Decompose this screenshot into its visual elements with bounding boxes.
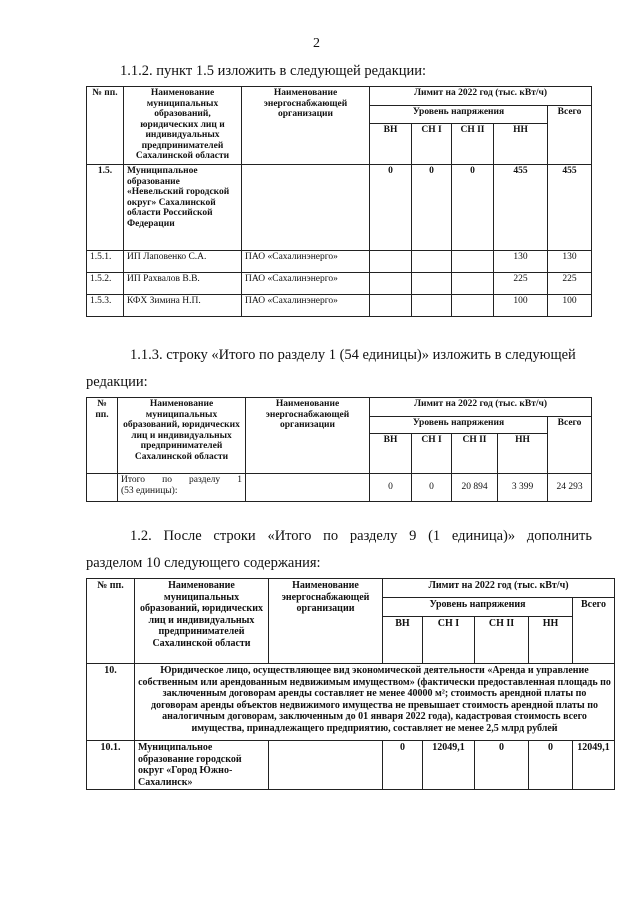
cell-sn1: 12049,1 bbox=[423, 741, 475, 790]
header-num: № пп. bbox=[87, 398, 118, 474]
cell-total: 24 293 bbox=[548, 474, 592, 502]
header-sn2: СН II bbox=[452, 434, 498, 474]
cell-sn2: 0 bbox=[475, 741, 529, 790]
cell-vn: 0 bbox=[370, 165, 412, 251]
cell-vn: 0 bbox=[383, 741, 423, 790]
section1-heading: 1.1.2. пункт 1.5 изложить в следующей редакции: bbox=[120, 63, 427, 79]
header-sn2: СН II bbox=[452, 124, 494, 165]
header-org: Наименование энергоснабжающей организации bbox=[242, 87, 370, 165]
cell-nn: 455 bbox=[494, 165, 548, 251]
header-nn: НН bbox=[529, 617, 573, 664]
table-section3 bbox=[86, 578, 615, 790]
cell-num: 10.1. bbox=[87, 741, 135, 790]
cell-org: ПАО «Сахалинэнерго» bbox=[242, 251, 370, 273]
table-row bbox=[87, 295, 592, 317]
header-sn2: СН II bbox=[475, 617, 529, 664]
section3-heading-line2: разделом 10 следующего содержания: bbox=[86, 555, 321, 571]
table-row bbox=[87, 273, 592, 295]
cell-nn: 225 bbox=[494, 273, 548, 295]
cell-org bbox=[269, 741, 383, 790]
cell-name: ИП Рахвалов В.В. bbox=[124, 273, 242, 295]
section2-heading-line1: 1.1.3. строку «Итого по разделу 1 (54 единицы)» изложить в следующей bbox=[130, 347, 576, 363]
header-municipal: Наименование муниципальных образований, юридических лиц и индивидуальных предпринимателей Сахалинской области bbox=[124, 87, 242, 165]
cell-sn2: 0 bbox=[452, 165, 494, 251]
header-municipal: Наименование муниципальных образований, юридических лиц и индивидуальных предпринимателей Сахалинской области bbox=[135, 579, 269, 664]
table-row bbox=[87, 165, 592, 251]
cell-name: Муниципальное образование «Невельский городской округ» Сахалинской области Российской Федерации bbox=[124, 165, 242, 251]
cell-total: 12049,1 bbox=[573, 741, 615, 790]
cell-sn2: 20 894 bbox=[452, 474, 498, 502]
table-row bbox=[87, 251, 592, 273]
cell-name bbox=[118, 474, 246, 502]
header-limit: Лимит на 2022 год (тыс. кВт/ч) bbox=[383, 579, 615, 598]
cell-sn1: 0 bbox=[412, 165, 452, 251]
header-nn: НН bbox=[498, 434, 548, 474]
cell-name-line1: Итого по разделу 1 bbox=[121, 475, 242, 485]
page-number: 2 bbox=[313, 36, 320, 51]
cell-total: 100 bbox=[548, 295, 592, 317]
header-municipal: Наименование муниципальных образований, юридических лиц и индивидуальных предпринимателей Сахалинской области bbox=[118, 398, 246, 474]
cell-sn2 bbox=[452, 251, 494, 273]
cell-name-line2: (53 единицы): bbox=[121, 485, 178, 496]
header-vn: ВН bbox=[383, 617, 423, 664]
cell-vn bbox=[370, 251, 412, 273]
cell-num bbox=[87, 474, 118, 502]
cell-nn: 130 bbox=[494, 251, 548, 273]
section2-heading-line2: редакции: bbox=[86, 374, 148, 390]
header-voltage: Уровень напряжения bbox=[370, 106, 548, 124]
header-sn1: СН I bbox=[412, 124, 452, 165]
cell-num: 1.5.3. bbox=[87, 295, 124, 317]
cell-org: ПАО «Сахалинэнерго» bbox=[242, 295, 370, 317]
header-num: № пп. bbox=[87, 579, 135, 664]
cell-vn bbox=[370, 273, 412, 295]
cell-sn1 bbox=[412, 251, 452, 273]
cell-num: 1.5.1. bbox=[87, 251, 124, 273]
header-total: Всего bbox=[573, 598, 615, 664]
cell-org bbox=[246, 474, 370, 502]
cell-total: 225 bbox=[548, 273, 592, 295]
header-num: № пп. bbox=[87, 87, 124, 165]
header-org: Наименование энергоснабжающей организации bbox=[269, 579, 383, 664]
header-vn: ВН bbox=[370, 434, 412, 474]
cell-name: ИП Лаповенко С.А. bbox=[124, 251, 242, 273]
header-limit: Лимит на 2022 год (тыс. кВт/ч) bbox=[370, 398, 592, 417]
cell-num: 1.5. bbox=[87, 165, 124, 251]
cell-total: 130 bbox=[548, 251, 592, 273]
header-org: Наименование энергоснабжающей организации bbox=[246, 398, 370, 474]
header-nn: НН bbox=[494, 124, 548, 165]
table-section1 bbox=[86, 86, 592, 317]
section10-description: Юридическое лицо, осуществляющее вид экономической деятельности «Аренда и управление собственным или арендованным недвижимым имуществом» (фактически предоставленная площадь по заключенным договорам аренды составляет не менее 40000 м²; стоимость арендной платы по договорам аренды объектов недвижимого имущества не превышает стоимость арендной платы по аналогичным договорам, заключенным до 01 января 2022 года), кадастровая стоимость всего имущества, принадлежащего предприятию, составляет не менее 2,5 млрд рублей bbox=[135, 664, 615, 741]
cell-nn: 0 bbox=[529, 741, 573, 790]
cell-vn bbox=[370, 295, 412, 317]
cell-sn1 bbox=[412, 273, 452, 295]
table-section2 bbox=[86, 397, 592, 502]
table-row bbox=[87, 664, 615, 741]
cell-sn2 bbox=[452, 273, 494, 295]
header-vn: ВН bbox=[370, 124, 412, 165]
table-row bbox=[87, 474, 592, 502]
header-voltage: Уровень напряжения bbox=[370, 417, 548, 434]
section3-heading-line1: 1.2. После строки «Итого по разделу 9 (1 единица)» дополнить bbox=[130, 528, 592, 544]
cell-sn1 bbox=[412, 295, 452, 317]
cell-name: Муниципальное образование городской округ «Город Южно-Сахалинск» bbox=[135, 741, 269, 790]
table-row bbox=[87, 741, 615, 790]
header-total: Всего bbox=[548, 106, 592, 165]
header-limit: Лимит на 2022 год (тыс. кВт/ч) bbox=[370, 87, 592, 106]
cell-org: ПАО «Сахалинэнерго» bbox=[242, 273, 370, 295]
cell-num: 1.5.2. bbox=[87, 273, 124, 295]
header-total: Всего bbox=[548, 417, 592, 474]
cell-nn: 3 399 bbox=[498, 474, 548, 502]
header-voltage: Уровень напряжения bbox=[383, 598, 573, 617]
cell-sn2 bbox=[452, 295, 494, 317]
cell-sn1: 0 bbox=[412, 474, 452, 502]
header-sn1: СН I bbox=[423, 617, 475, 664]
cell-org bbox=[242, 165, 370, 251]
cell-nn: 100 bbox=[494, 295, 548, 317]
cell-vn: 0 bbox=[370, 474, 412, 502]
header-sn1: СН I bbox=[412, 434, 452, 474]
cell-name: КФХ Зимина Н.П. bbox=[124, 295, 242, 317]
cell-total: 455 bbox=[548, 165, 592, 251]
cell-num: 10. bbox=[87, 664, 135, 741]
